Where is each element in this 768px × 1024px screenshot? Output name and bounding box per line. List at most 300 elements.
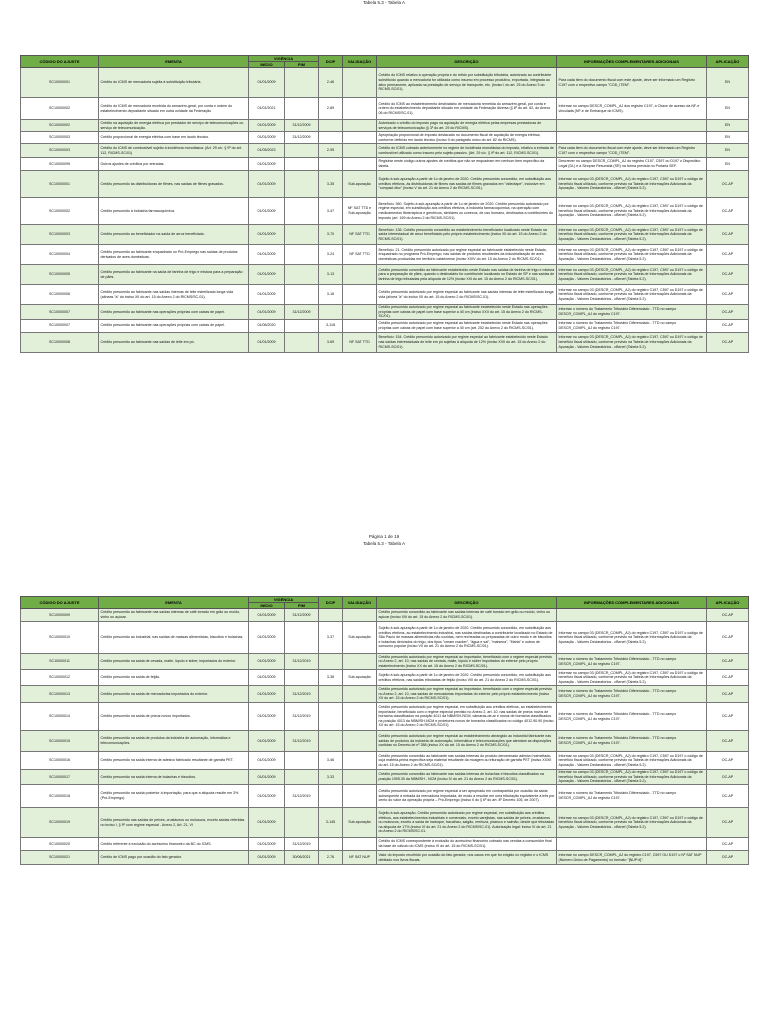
- cell-fim: 31/12/2019: [285, 731, 319, 752]
- cell-dcip: [319, 120, 343, 132]
- cell-fim: [285, 68, 319, 98]
- cell-validacao: [343, 319, 377, 332]
- cell-descricao: Crédito presumido autorizado por regime especial ao estabelecimento abrangido ao industrial fabricante nas saídas de produtos da indústria de automação, informática e telecomunicações que atendam as disposições contidas no Decreto-lei nº 288 (inciso XX do art. 15 do Anexo 2 do RICMS-SC/01).: [377, 731, 557, 752]
- cell-info: Informar no campo 03 (DESCR_COMPL_AJ) do registro C197, C597 ou D197 o código de benefício fiscal utilizado, conforme previsto na Tabela de Informações Adicionais da Apuração - Valores Declaratórios - cBenef (Tabela 5.2).: [557, 171, 707, 198]
- cell-codigo: SC10000001: [21, 68, 99, 98]
- cell-info: Informar no campo 03 (DESCR_COMPL_AJ) do registro C197, C597 ou D197 o código de benefício fiscal utilizado, conforme previsto na Tabela de Informações Adicionais da Apuração - Valores Declaratórios - cBenef (Tabela 5.2).: [557, 265, 707, 285]
- cell-dcip: [319, 132, 343, 144]
- cell-codigo: SC10000003: [21, 132, 99, 144]
- cell-ementa: Crédito presumido ao fabricante nas saídas internas de café torrado em grão ou moído, vinho ou açúcar.: [99, 609, 249, 622]
- cell-inicio: 01/01/2009: [249, 305, 285, 320]
- cell-fim: [285, 670, 319, 686]
- cell-codigo: SC10000013: [21, 686, 99, 703]
- table-row: [21, 158, 749, 171]
- table-row: [21, 752, 749, 770]
- cell-dcip: [319, 305, 343, 320]
- cell-inicio: 01/01/2009: [249, 703, 285, 731]
- col-header-inicio: INÍCIO: [249, 62, 285, 68]
- cell-codigo: SC10000005: [21, 265, 99, 285]
- cell-descricao: Crédito presumido autorizado por regime especial ao importador, beneficiado com o regime especial previsto no Anexo 2, art. 10, nas saídas de mercadorias importadas do exterior pelo próprio estabelecimento (inciso XX do art. 15 do Anexo 2 do RICMS-SC/01).: [377, 686, 557, 703]
- cell-inicio: 01/01/2009: [249, 808, 285, 838]
- cell-descricao: Apropriação proporcional de imposto destacado no documento fiscal de aquisição de energia elétrica, conforme definido em laudo técnico (inciso II do parágrafo único do art. 82 do RICMS).: [377, 132, 557, 144]
- cell-info: Informar o número do Tratamento Tributário Diferenciado - TTD no campo DESCR_COMPL_AJ do registro C197.: [557, 703, 707, 731]
- cell-descricao: Benefício: 21. Crédito presumido autorizado por regime especial ao fabricante estabelecido neste Estado, enquadrado no programa Pró-Emprego, nas saídas de produtos resultantes da industrialização de aves domésticas produzidas em território catarinense (inciso XXIV do art. 15 do Anexo 2 do RICMS-SC/01).: [377, 245, 557, 265]
- cell-aplicacao: OC-AP: [707, 171, 749, 198]
- cell-fim: [285, 332, 319, 352]
- adjustment-table-page-1: [20, 55, 749, 353]
- cell-dcip: 3-37: [319, 622, 343, 654]
- cell-inicio: 01/01/2009: [249, 731, 285, 752]
- col-header-info: INFORMAÇÕES COMPLEMENTARES ADICIONAIS: [557, 597, 707, 609]
- cell-codigo: SC10000017: [21, 770, 99, 785]
- adjustment-table-page-2: [20, 596, 749, 865]
- cell-inicio: 01/01/2009: [249, 225, 285, 245]
- page-footer-number: Página 1 de 19: [368, 534, 400, 539]
- cell-codigo: SC10000021: [21, 851, 99, 865]
- cell-validacao: [343, 144, 377, 158]
- cell-aplicacao: EN: [707, 132, 749, 144]
- cell-fim: 31/12/2009: [285, 305, 319, 320]
- cell-aplicacao: EN: [707, 120, 749, 132]
- cell-descricao: Crédito presumido concedido ao fabricante estabelecido neste Estado nas saídas de farinha de trigo e mistura para a preparação de pães, quando o destinatário for contribuinte localizado no Estado de SP e nas saídas de farinha de trigo tributadas pela alíquota de 12% (inciso XIII do art. 15 do Anexo 2 do RICMS-SC/01).: [377, 265, 557, 285]
- table-row: [21, 98, 749, 120]
- cell-dcip: 2-89: [319, 98, 343, 120]
- table-row: [21, 838, 749, 851]
- cell-descricao: Crédito do ICMS relativo à operação própria e do retido por substituição tributária, autorizado ao contribuinte substituído quando a mercadoria for utilizada como insumo em processo produtivo, exportada, integrada ao ativo permanente, aplicada na prestação de serviço de transporte, etc. (Inciso I do art. 25 do Anexo 3 do RICMS-SC/01).: [377, 68, 557, 98]
- cell-validacao: [343, 98, 377, 120]
- cell-fim: [285, 171, 319, 198]
- cell-validacao: [343, 68, 377, 98]
- cell-fim: 31/12/2019: [285, 686, 319, 703]
- table-row: [21, 851, 749, 865]
- cell-validacao: NF SAT TTD: [343, 245, 377, 265]
- cell-validacao: [343, 305, 377, 320]
- cell-ementa: Crédito presumido na saída de cevada, malte, lúpulo e sidrer, importados do exterior.: [99, 654, 249, 670]
- cell-validacao: [343, 838, 377, 851]
- table-row: [21, 171, 749, 198]
- cell-info: [557, 838, 707, 851]
- cell-ementa: Crédito presumido na saída de mercadorias importados do exterior.: [99, 686, 249, 703]
- cell-codigo: SC10000003: [21, 144, 99, 158]
- cell-codigo: SC10000003: [21, 225, 99, 245]
- cell-info: Para cada item do documento fiscal com este ajuste, deve ser informado um Registro C197 com o respectivo campo "COD_ITEM".: [557, 68, 707, 98]
- cell-descricao: Sujeito à sub-apuração. Crédito presumido autorizado por regime especial, em substituição aos créditos efetivos, aos estabelecimentos industriais e comerciais, exceto varejistas, nas saídas de peixes, crustáceos ou moluscos, exceto a saída de hadoque, bacalhau, saigão, merluza, pirarucu e salmão, desde que tributadas na alíquota de 17% (inciso VI do art. 21 do Anexo 2 do RICMS/SC-01). Autorização legal: inciso VI do art. 21 do Anexo 2 do RICMS/SC-01.: [377, 808, 557, 838]
- cell-inicio: 01/01/2009: [249, 851, 285, 865]
- cell-info: [557, 609, 707, 622]
- cell-fim: 31/12/2009: [285, 120, 319, 132]
- cell-info: Informar o número do Tratamento Tributário Diferenciado - TTD no campo DESCR_COMPL_AJ do registro C197.: [557, 654, 707, 670]
- table-row: [21, 245, 749, 265]
- cell-fim: [285, 198, 319, 225]
- table-row: [21, 332, 749, 352]
- cell-validacao: [343, 785, 377, 808]
- table-row: [21, 285, 749, 305]
- cell-descricao: Registrar neste código outros ajustes de créditos que não se enquadram em nenhum item específico da tabela.: [377, 158, 557, 171]
- cell-validacao: [343, 132, 377, 144]
- cell-codigo: SC10000010: [21, 622, 99, 654]
- cell-descricao: Crédito presumido concedido ao fabricante nas saídas internas de café torrado em grão ou moído, vinho ou açúcar (inciso XIII do art. 15 do Anexo 2 do RICMS-SC/01).: [377, 609, 557, 622]
- cell-aplicacao: OC-AP: [707, 770, 749, 785]
- cell-fim: 31/12/2009: [285, 609, 319, 622]
- cell-ementa: Crédito presumido ao fabricante nas operações próprias com caixas de papel.: [99, 305, 249, 320]
- cell-inicio: 01/01/2009: [249, 245, 285, 265]
- col-header-ementa: EMENTA: [99, 597, 249, 609]
- table-row: [21, 770, 749, 785]
- cell-aplicacao: OC-AP: [707, 670, 749, 686]
- cell-ementa: Crédito de ICMS pago por ocasião do fato gerador.: [99, 851, 249, 865]
- cell-aplicacao: OC-AP: [707, 225, 749, 245]
- table-row: [21, 225, 749, 245]
- cell-codigo: SC10000012: [21, 670, 99, 686]
- cell-codigo: SC10000001: [21, 171, 99, 198]
- cell-inicio: 01/01/2009: [249, 654, 285, 670]
- cell-ementa: Crédito do ICMS de combustível sujeito à incidência monofásica. (Art. 29 c/c. § 9º do art. 112, RICMS-SC/01): [99, 144, 249, 158]
- table-row: [21, 68, 749, 98]
- col-header-fim: FIM: [285, 62, 319, 68]
- cell-codigo: SC10000007: [21, 305, 99, 320]
- cell-aplicacao: OC-AP: [707, 838, 749, 851]
- table-row: [21, 198, 749, 225]
- table-row: [21, 731, 749, 752]
- cell-inicio: 01/01/2009: [249, 158, 285, 171]
- cell-info: [557, 120, 707, 132]
- table-row: [21, 785, 749, 808]
- cell-inicio: 01/01/2009: [249, 285, 285, 305]
- cell-fim: [285, 265, 319, 285]
- page-caption-repeat: Tabela 5.3 - Tabela A: [363, 541, 405, 546]
- cell-fim: 31/12/2019: [285, 654, 319, 670]
- cell-descricao: Benefício: 154. Crédito presumido autorizado por regime especial ao fabricante estabelecido neste Estado nas saídas interestaduais de leite em pó sujeitas à alíquota de 12% (inciso XVII do art. 15 do Anexo 2 do RICMS-SC/01).: [377, 332, 557, 352]
- col-header-codigo: CÓDIGO DO AJUSTE: [21, 597, 99, 609]
- cell-fim: [285, 245, 319, 265]
- cell-ementa: Crédito presumido ao fabricante enquadrado no Pró-Emprego nas saídas de produtos derivados de aves domésticas.: [99, 245, 249, 265]
- cell-info: Informar no campo 03 (DESCR_COMPL_AJ) do registro C197, C597 ou D197 o código de benefício fiscal utilizado, conforme previsto na Tabela de Informações Adicionais da Apuração - Valores Declaratórios - cBenef (Tabela 5.2).: [557, 752, 707, 770]
- cell-ementa: Crédito presumido ao fabricante nas saídas de leite em pó.: [99, 332, 249, 352]
- cell-validacao: Sub-apuração: [343, 622, 377, 654]
- cell-info: Informar no campo 03 (DESCR_COMPL_AJ) do registro C197, C597 ou D197 o código de benefício fiscal utilizado, conforme previsto na Tabela de Informações Adicionais da Apuração - Valores Declaratórios - cBenef (Tabela 5.2).: [557, 332, 707, 352]
- cell-dcip: 3-16: [319, 285, 343, 305]
- cell-aplicacao: OC-AP: [707, 703, 749, 731]
- cell-inicio: 01/01/2009: [249, 622, 285, 654]
- cell-inicio: 01/01/2009: [249, 198, 285, 225]
- cell-descricao: Crédito do ICMS cobrado anteriormente no regime de incidência monofásica do imposto, relativo a entrada de combustível utilizado como insumo pelo sujeito passivo. (Art. 29 c/c. § 9º do art. 112, RICMS-SC/01).: [377, 144, 557, 158]
- cell-inicio: 01/01/2009: [249, 838, 285, 851]
- col-header-info: INFORMAÇÕES COMPLEMENTARES ADICIONAIS: [557, 56, 707, 68]
- cell-ementa: Crédito presumido na saída posterior à importação, para que a alíquota resulte em 3% (Pró-Emprego).: [99, 785, 249, 808]
- cell-validacao: [343, 609, 377, 622]
- cell-info: Informar o número do Tratamento Tributário Diferenciado - TTD no campo DESCR_COMPL_AJ do registro C197.: [557, 305, 707, 320]
- cell-descricao: Crédito presumido autorizado por regime especial ao fabricante estabelecido neste Estado nas operações próprias com caixas de papel com base superior a 40 cm (inciso XXII do art. 15 do Anexo 2 do RICMS-SC/01).: [377, 305, 557, 320]
- cell-codigo: SC10000018: [21, 785, 99, 808]
- cell-inicio: 01/01/2009: [249, 752, 285, 770]
- cell-ementa: Outros ajustes de créditos por entradas.: [99, 158, 249, 171]
- cell-dcip: 3-38: [319, 670, 343, 686]
- col-header-dcip: DCIP: [319, 597, 343, 609]
- cell-info: Informar no campo 03 (DESCR_COMPL_AJ) do registro C197, C597 ou D197 o código de benefício fiscal utilizado, conforme previsto na Tabela de Informações Adicionais da Apuração - Valores Declaratórios - cBenef (Tabela 5.2).: [557, 770, 707, 785]
- cell-fim: [285, 319, 319, 332]
- table-row: [21, 132, 749, 144]
- cell-validacao: NF SAT TTD: [343, 225, 377, 245]
- cell-codigo: SC10000016: [21, 752, 99, 770]
- cell-descricao: Sujeito à sub-apuração a partir de 1o de janeiro de 2020. Crédito presumido concedido, em substituição aos créditos efetivos, ao estabelecimento industrial, nas saídas destinadas a contribuinte localizado no Estado de São Paulo de massas alimentícias não cozidas, nem recheadas ou preparadas de outro modo e de biscoitos e bolachas derivados do trigo, dos tipos "cream cracker", "água e sal", "maisena", "Maria" e outros de consumo popular (inciso VII do art. 21 do Anexo 2 do RICMS-SC/01).: [377, 622, 557, 654]
- cell-dcip: 3-70: [319, 225, 343, 245]
- cell-fim: 31/12/2019: [285, 838, 319, 851]
- cell-info: Informar no campo DESCR_COMPL_AJ dos registro C197, a Chave de acesso da NF-e vinculada (NF-e de Embarque do ICMS).: [557, 98, 707, 120]
- cell-dcip: [319, 686, 343, 703]
- cell-dcip: [319, 654, 343, 670]
- cell-info: Informar no campo 03 (DESCR_COMPL_AJ) do registro C197, C597 ou D197 o código de benefício fiscal utilizado, conforme previsto na Tabela de Informações Adicionais da Apuração - Valores Declaratórios - cBenef (Tabela 5.2).: [557, 622, 707, 654]
- cell-aplicacao: OC-AP: [707, 319, 749, 332]
- cell-fim: [285, 752, 319, 770]
- col-header-vigencia: VIGÊNCIA: [249, 56, 319, 62]
- cell-ementa: Crédito na aquisição de energia elétrica por prestador de serviço de telecomunicações ou serviço de telecomunicação.: [99, 120, 249, 132]
- table-row: [21, 120, 749, 132]
- col-header-fim: FIM: [285, 603, 319, 609]
- cell-codigo: SC10000002: [21, 120, 99, 132]
- cell-ementa: Crédito presumido na saída interna de bolachas e biscoitos.: [99, 770, 249, 785]
- cell-descricao: Sujeito à sub-apuração a partir de 1o de janeiro de 2020. Crédito presumido concedido, em substituição aos créditos efetivos, às distribuidoras de filmes nas saídas de filmes gravados em "videotape", inclusive em "compact disc" (inciso V do art. 21 do Anexo 2 do RICMS-SC/01).: [377, 171, 557, 198]
- cell-ementa: Crédito presumido ao beneficiador na saída de arroz beneficiado.: [99, 225, 249, 245]
- cell-codigo: SC10000002: [21, 98, 99, 120]
- cell-info: Para cada item do documento fiscal com este ajuste, deve ser informado um Registro C197 com o respectivo campo "COD_ITEM".: [557, 144, 707, 158]
- cell-fim: [285, 144, 319, 158]
- cell-validacao: [343, 120, 377, 132]
- cell-validacao: [343, 752, 377, 770]
- table-row: [21, 808, 749, 838]
- cell-dcip: 3-35: [319, 171, 343, 198]
- col-header-validacao: VALIDAÇÃO: [343, 597, 377, 609]
- cell-descricao: Crédito do ICMS ao estabelecimento destinatário de mercadoria remetida do armazém-geral, por conta e ordem do estabelecimento depositante situado em unidade da Federação diversa (§ 6º do art. 62, do Anexo 06 do RICMS/SC-01).: [377, 98, 557, 120]
- cell-dcip: [319, 703, 343, 731]
- cell-validacao: NF SAT NUP: [343, 851, 377, 865]
- cell-aplicacao: OC-AP: [707, 654, 749, 670]
- cell-ementa: Crédito do ICMS de mercadoria sujeita à substituição tributária.: [99, 68, 249, 98]
- cell-info: Informar no campo DESCR_COMPL_AJ do registro C197, C597 OU D197 o Nº SAT NUP (Número Único de Pagamento) no formato "[NUP:#]".: [557, 851, 707, 865]
- cell-aplicacao: EN: [707, 144, 749, 158]
- cell-aplicacao: OC-AP: [707, 245, 749, 265]
- cell-dcip: [319, 838, 343, 851]
- col-header-aplicacao: APLICAÇÃO: [707, 56, 749, 68]
- cell-inicio: 01/01/2009: [249, 265, 285, 285]
- table-row: [21, 305, 749, 320]
- cell-info: Informar o número do Tratamento Tributário Diferenciado - TTD no campo DESCR_COMPL_AJ do registro C197.: [557, 686, 707, 703]
- cell-descricao: Crédito presumido autorizado por regime especial ao importador, beneficiado com o regime especial previsto no Anexo 2, art. 10, nas saídas de cevada, malte, lúpulo e sidrer importados do exterior pelo próprio estabelecimento (inciso XX do art. 15 do Anexo 2 do RICMS-SC/01).: [377, 654, 557, 670]
- cell-aplicacao: OC-AP: [707, 622, 749, 654]
- cell-inicio: 01/01/2009: [249, 171, 285, 198]
- cell-ementa: Crédito presumido ao fabricante na saída de farinha de trigo e mistura para a preparação de pães.: [99, 265, 249, 285]
- cell-info: Informar no campo 03 (DESCR_COMPL_AJ) do registro C197, C597 ou D197 o código de benefício fiscal utilizado, conforme previsto na Tabela de Informações Adicionais da Apuração - Valores Declaratórios - cBenef (Tabela 5.2).: [557, 225, 707, 245]
- cell-dcip: 3-145: [319, 808, 343, 838]
- cell-validacao: [343, 731, 377, 752]
- cell-validacao: [343, 686, 377, 703]
- cell-dcip: 3-46: [319, 752, 343, 770]
- cell-dcip: 3-24: [319, 245, 343, 265]
- cell-fim: [285, 225, 319, 245]
- cell-ementa: Crédito do ICMS de mercadoria recebida do armazém-geral, por conta e ordem do estabelecimento depositante situado em outra unidade da Federação: [99, 98, 249, 120]
- cell-codigo: SC10000009: [21, 609, 99, 622]
- cell-descricao: Crédito presumido concedido ao fabricante nas saídas internas do produto denominado adesivo hotmeltado, cuja matéria-prima específica seja material resultante da moagem ou trituração de garrafa PET (inciso XXXII do art. 15 do Anexo 2 do RICMS-SC/01).: [377, 752, 557, 770]
- cell-fim: [285, 98, 319, 120]
- cell-descricao: Crédito presumido autorizado por regime especial ao fabricante nas saídas internas de leite esterilizado longa vida (alínea "a" do inciso XII do art. 15 do Anexo 2 do RICMS/SC-01).: [377, 285, 557, 305]
- cell-fim: 31/12/2019: [285, 703, 319, 731]
- cell-aplicacao: OC-AP: [707, 752, 749, 770]
- cell-codigo: SC10000014: [21, 703, 99, 731]
- cell-aplicacao: OC-AP: [707, 808, 749, 838]
- cell-ementa: Crédito referente à exclusão do acréscimo financeiro da BC do ICMS.: [99, 838, 249, 851]
- cell-dcip: [319, 609, 343, 622]
- cell-validacao: [343, 285, 377, 305]
- cell-codigo: SC10000006: [21, 285, 99, 305]
- cell-dcip: 3-69: [319, 332, 343, 352]
- cell-dcip: 3-118: [319, 319, 343, 332]
- table-row: [21, 703, 749, 731]
- cell-aplicacao: OC-AP: [707, 332, 749, 352]
- cell-codigo: SC10000008: [21, 332, 99, 352]
- cell-ementa: Crédito presumido ao industrial, nas saídas de massas alimentícias, biscoitos e bolachas.: [99, 622, 249, 654]
- cell-inicio: 01/01/2009: [249, 332, 285, 352]
- cell-descricao: Valor do imposto recolhido por ocasião do fato gerador, nos casos em que for exigido no registro e o ICMS debitado nos livros fiscais.: [377, 851, 557, 865]
- cell-ementa: Crédito presumido ao fabricante nas saídas internas de leite esterilizado longa vida (alíneas "a" do inciso XII do art. 15 do Anexo 2 do RICMS/SC-01).: [99, 285, 249, 305]
- cell-validacao: Sub-apuração: [343, 171, 377, 198]
- cell-descricao: Benefício: 360. Sujeito à sub-apuração a partir de 1o de janeiro de 2020. Crédito presumido autorizado por regime especial, em substituição aos créditos efetivos, à indústria farmacoquímica, na operação com medicamentos fitoterápicos e genéricos, similares ou conexos, de uso humano, destinados a contribuintes do imposto (art. 169 do Anexo 2 do RICMS-SC/01).: [377, 198, 557, 225]
- cell-ementa: Crédito presumido à indústria farmacoquímica.: [99, 198, 249, 225]
- cell-dcip: 2-46: [319, 68, 343, 98]
- table-row: [21, 265, 749, 285]
- table-row: [21, 622, 749, 654]
- col-header-dcip: DCIP: [319, 56, 343, 68]
- cell-aplicacao: OC-AP: [707, 198, 749, 225]
- cell-codigo: SC10000011: [21, 654, 99, 670]
- cell-ementa: Crédito presumido na saída interna de adesivo fabricado resultante de garrafa PET.: [99, 752, 249, 770]
- cell-aplicacao: OC-AP: [707, 851, 749, 865]
- cell-inicio: 01/05/2023: [249, 144, 285, 158]
- cell-info: [557, 132, 707, 144]
- col-header-ementa: EMENTA: [99, 56, 249, 68]
- cell-fim: 30/06/2021: [285, 851, 319, 865]
- col-header-codigo: CÓDIGO DO AJUSTE: [21, 56, 99, 68]
- cell-codigo: SC10000099: [21, 158, 99, 171]
- cell-dcip: 3-47: [319, 198, 343, 225]
- cell-inicio: 01/01/2009: [249, 68, 285, 98]
- cell-dcip: 2-95: [319, 144, 343, 158]
- cell-aplicacao: OC-AP: [707, 285, 749, 305]
- cell-info: Informar o número do Tratamento Tributário Diferenciado - TTD no campo DESCR_COMPL_AJ do registro C197.: [557, 731, 707, 752]
- cell-codigo: SC10000002: [21, 198, 99, 225]
- cell-fim: [285, 158, 319, 171]
- cell-fim: 31/12/2019: [285, 785, 319, 808]
- cell-ementa: Crédito presumido ao fabricante nas operações próprias com caixas de papel.: [99, 319, 249, 332]
- table-row: [21, 670, 749, 686]
- table-row: [21, 319, 749, 332]
- cell-dcip: 3-33: [319, 770, 343, 785]
- table-row: [21, 144, 749, 158]
- cell-ementa: Crédito presumido na saída de pneus novos importados.: [99, 703, 249, 731]
- cell-validacao: [343, 703, 377, 731]
- cell-aplicacao: EN: [707, 158, 749, 171]
- cell-info: Informar no campo 03 (DESCR_COMPL_AJ) do registro C197, C597 ou D197 o código de benefício fiscal utilizado, conforme previsto na Tabela de Informações Adicionais da Apuração - Valores Declaratórios - cBenef (Tabela 5.2).: [557, 285, 707, 305]
- cell-ementa: Crédito proporcional de energia elétrica com base em laudo técnico.: [99, 132, 249, 144]
- cell-ementa: Crédito presumido às distribuidoras de filmes, nas saídas de filmes gravados.: [99, 171, 249, 198]
- cell-aplicacao: OC-AP: [707, 305, 749, 320]
- cell-info: Informar no campo 03 (DESCR_COMPL_AJ) do registro C197, C597 ou D197 o código de benefício fiscal utilizado, conforme previsto na Tabela de Informações Adicionais da Apuração - Valores Declaratórios - cBenef (Tabela 5.2).: [557, 245, 707, 265]
- cell-descricao: Crédito presumido autorizado por regime especial ao fabricante estabelecido neste Estado nas operações próprias com caixas de papel com base superior a 40 cm (art. 252 do Anexo 2 do RICMS-SC/01).: [377, 319, 557, 332]
- cell-descricao: Crédito presumido autorizado por regime especial a ser apropriado em contrapartida por ocasião da saída subsequente à entrada da mercadoria importada, de modo a resultar em uma tributação equivalente a três por cento do valor da operação própria – Pró-Emprego (inciso II do § 6º do art. 8º Decreto 105, de 2007).: [377, 785, 557, 808]
- cell-dcip: [319, 731, 343, 752]
- table-row: [21, 654, 749, 670]
- cell-codigo: SC10000004: [21, 245, 99, 265]
- col-header-descricao: DESCRIÇÃO: [377, 56, 557, 68]
- cell-validacao: [343, 770, 377, 785]
- cell-fim: 31/12/2009: [285, 132, 319, 144]
- cell-aplicacao: OC-AP: [707, 609, 749, 622]
- cell-info: Informar o número do Tratamento Tributário Diferenciado - TTD no campo DESCR_COMPL_AJ do registro C197.: [557, 319, 707, 332]
- cell-validacao: NF SAT TTD: [343, 332, 377, 352]
- cell-info: Informar no campo 03 (DESCR_COMPL_AJ) do registro C197, C597 ou D197 o código de benefício fiscal utilizado, conforme previsto na Tabela de Informações Adicionais da Apuração - Valores Declaratórios - cBenef (Tabela 5.2).: [557, 198, 707, 225]
- cell-codigo: SC10000020: [21, 838, 99, 851]
- cell-dcip: [319, 158, 343, 171]
- cell-ementa: Crédito presumido na saída de produtos da indústria de automação, informática e telecomunicações.: [99, 731, 249, 752]
- cell-aplicacao: EN: [707, 98, 749, 120]
- cell-ementa: Crédito presumido na saída de feijão.: [99, 670, 249, 686]
- page-caption-top: Tabela 5.3 - Tabela A: [363, 0, 405, 5]
- cell-validacao: Sub-apuração: [343, 808, 377, 838]
- cell-info: Informar no campo 03 (DESCR_COMPL_AJ) do registro C197, C597 ou D197 o código de benefício fiscal utilizado, conforme previsto na Tabela de Informações Adicionais da Apuração - Valores Declaratórios - cBenef (Tabela 5.2).: [557, 670, 707, 686]
- cell-aplicacao: EN: [707, 68, 749, 98]
- cell-validacao: [343, 158, 377, 171]
- cell-inicio: 01/01/2009: [249, 132, 285, 144]
- col-header-inicio: INÍCIO: [249, 603, 285, 609]
- cell-inicio: 01/06/2020: [249, 319, 285, 332]
- cell-dcip: 3-13: [319, 265, 343, 285]
- cell-descricao: Crédito presumido concedido ao fabricante nas saídas internas de bolachas e biscoitos classificados na posição 1905.30 da NBM/SH - NCM (inciso IV do art. 21 do Anexo 2 do RICMS-SC/01).: [377, 770, 557, 785]
- cell-inicio: 01/01/2009: [249, 686, 285, 703]
- cell-fim: [285, 622, 319, 654]
- cell-info: Informar no campo 03 (DESCR_COMPL_AJ) do registro C197, C597 ou D197 o código de benefício fiscal utilizado, conforme previsto na Tabela de Informações Adicionais da Apuração - Valores Declaratórios - cBenef (Tabela 5.2).: [557, 808, 707, 838]
- cell-fim: [285, 285, 319, 305]
- cell-descricao: Crédito do ICMS correspondente à exclusão do acréscimo financeiro cobrado nas vendas a consumidor final da base de cálculo do ICMS (inciso XI do art. 15 do RICMS-SC/01).: [377, 838, 557, 851]
- cell-aplicacao: OC-AP: [707, 731, 749, 752]
- cell-descricao: Sujeito à sub-apuração a partir de 1o de janeiro de 2020. Crédito presumido concedido, em substituição aos créditos efetivos, nas saídas tributadas de feijão (inciso VIII do art. 21 do Anexo 2 do RICMS-SC/01).: [377, 670, 557, 686]
- cell-aplicacao: OC-AP: [707, 265, 749, 285]
- table-row: [21, 609, 749, 622]
- cell-dcip: 2-76: [319, 851, 343, 865]
- cell-inicio: 01/01/2009: [249, 609, 285, 622]
- cell-inicio: 01/01/2009: [249, 120, 285, 132]
- cell-validacao: [343, 265, 377, 285]
- col-header-descricao: DESCRIÇÃO: [377, 597, 557, 609]
- cell-fim: [285, 808, 319, 838]
- cell-ementa: Crédito presumido nas saídas de peixes, crustáceos ou moluscos, exceto saídas referidas no inciso I, § 9º com regime especial - Anexo 2, Art. 21, VI: [99, 808, 249, 838]
- cell-validacao: NF SAT TTD e Sub-apuração: [343, 198, 377, 225]
- cell-aplicacao: OC-AP: [707, 686, 749, 703]
- cell-validacao: Sub-apuração: [343, 670, 377, 686]
- cell-dcip: [319, 785, 343, 808]
- cell-info: Descrever no campo DESCR_COMPL_AJ do registro C197, C597 ou D197 o Dispositivo Legal (DL) e a Sinopse Resumida (SR) na forma prevista no Portaria SEF.: [557, 158, 707, 171]
- cell-fim: [285, 770, 319, 785]
- cell-codigo: SC10000007: [21, 319, 99, 332]
- col-header-vigencia: VIGÊNCIA: [249, 597, 319, 603]
- cell-aplicacao: OC-AP: [707, 785, 749, 808]
- cell-inicio: 01/01/2021: [249, 98, 285, 120]
- cell-descricao: Crédito presumido autorizado por regime especial, em substituição aos créditos efetivos, ao estabelecimento importador, beneficiado com o regime especial previsto no Anexo 2, art. 10, nas saídas de pneus novos de borracha classificados na posição 4011 da NBM/SH-NCM, câmaras-de-ar e novos de borracha classificados na posição 4013 da NBM/SH-NCM e protetores novos de borracha classificados no código 4012.90.90 (inciso XX do art. 15 do Anexo 2 do RICMS-SC/01).: [377, 703, 557, 731]
- cell-inicio: 01/01/2009: [249, 670, 285, 686]
- col-header-validacao: VALIDAÇÃO: [343, 56, 377, 68]
- cell-descricao: Benefício: 136. Crédito presumido concedido ao estabelecimento beneficiador localizado neste Estado na saída interestadual de arroz beneficiado pelo próprio estabelecimento (inciso XII do art. 15 do Anexo 2 do RICMS-SC/01).: [377, 225, 557, 245]
- cell-validacao: [343, 654, 377, 670]
- cell-descricao: Autorizado o crédito do imposto pago na aquisição de energia elétrica pelas empresas prestadoras de serviços de telecomunicação (§ 3º do art. 29 do RICMS).: [377, 120, 557, 132]
- cell-inicio: 01/01/2009: [249, 770, 285, 785]
- cell-codigo: SC10000019: [21, 808, 99, 838]
